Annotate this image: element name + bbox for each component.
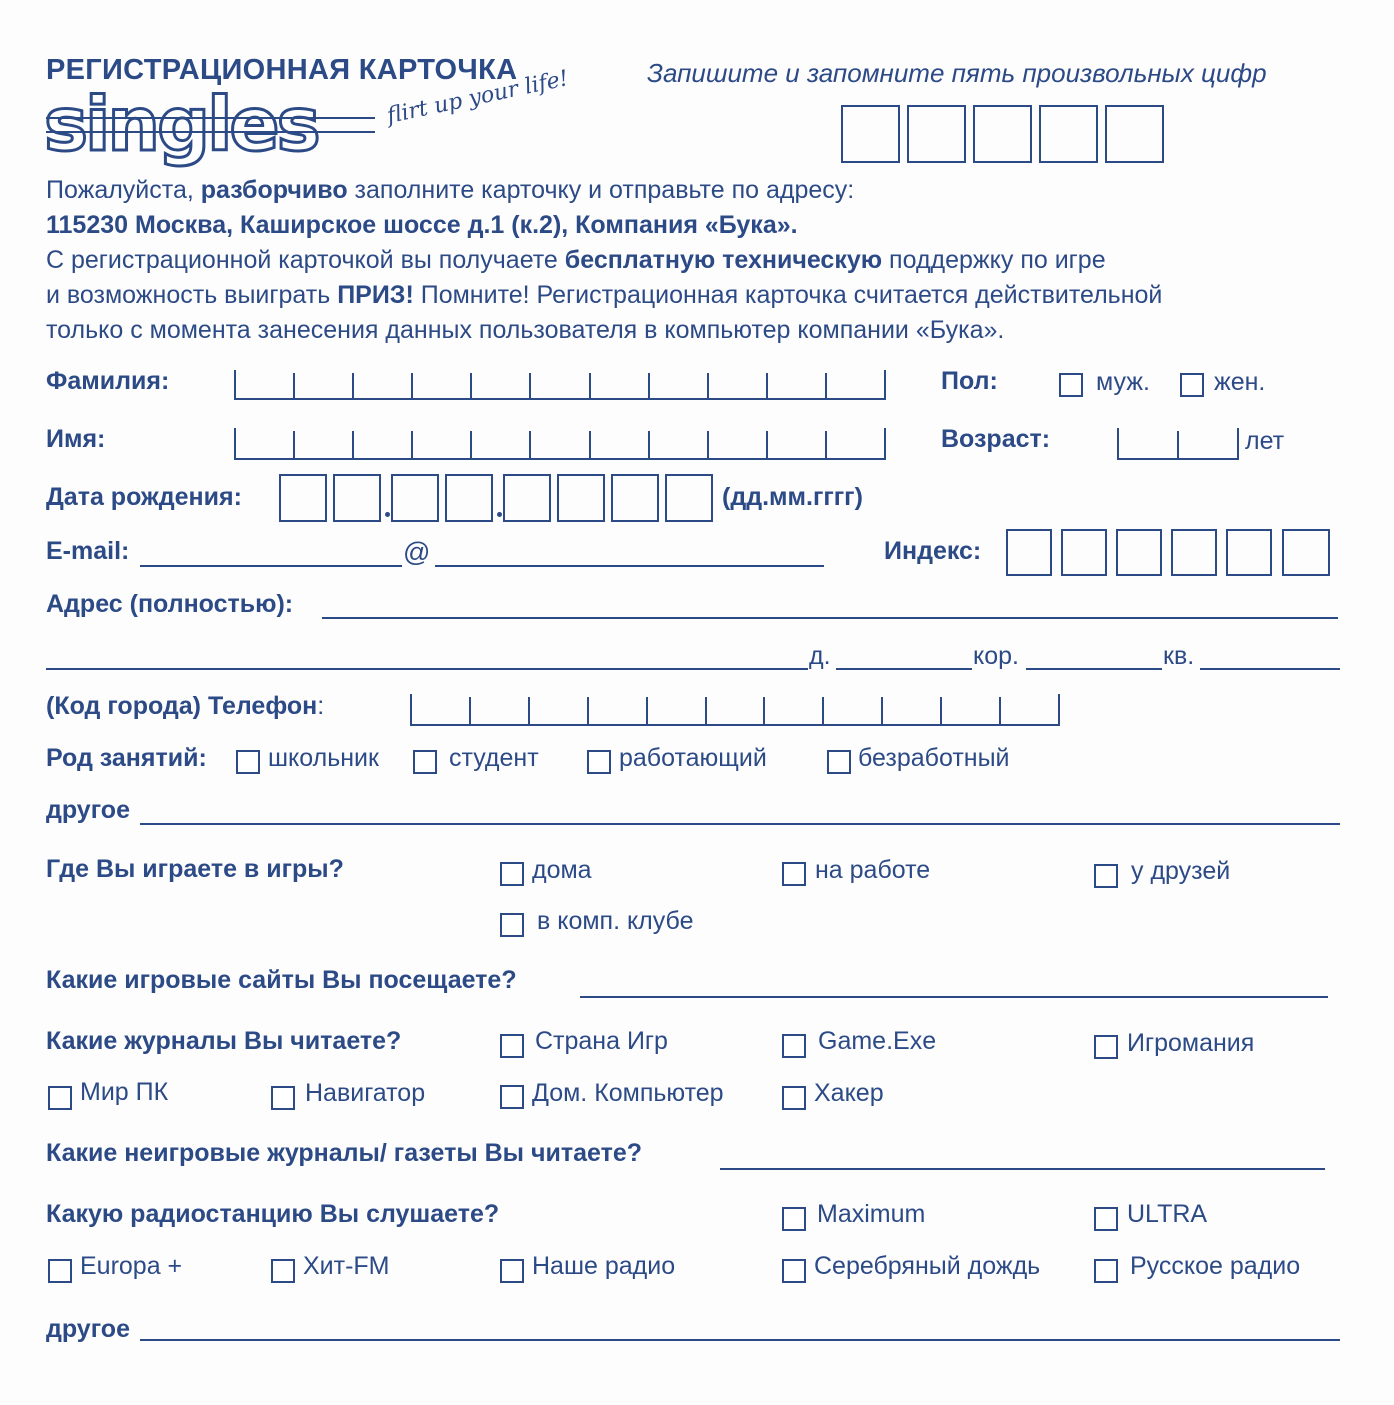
comb-divider [529,373,531,400]
comb-divider [352,373,354,400]
digit-box-2[interactable] [907,105,966,163]
surname-field[interactable] [234,370,886,400]
digit-box-5[interactable] [1105,105,1164,163]
address-label: Адрес (полностью): [46,590,294,618]
mag-strana-igr-label: Страна Игр [535,1027,668,1055]
comb-baseline [234,398,886,400]
where-home-checkbox[interactable] [500,862,524,886]
radio-maximum-label: Maximum [817,1200,926,1228]
index-label: Индекс: [884,537,982,565]
years-label: лет [1245,427,1285,455]
comb-divider [822,697,824,726]
digit-box-3[interactable] [973,105,1032,163]
comb-divider [881,697,883,726]
comb-divider [705,697,707,726]
occ-student-label: студент [449,744,539,772]
radio-europa-checkbox[interactable] [48,1259,72,1283]
nongame-question: Какие неигровые журналы/ газеты Вы читаете? [46,1139,642,1167]
radio-russkoe-label: Русское радио [1130,1252,1301,1280]
comb-baseline [234,458,886,460]
dob-month-1[interactable] [391,474,439,522]
occ-unemployed-checkbox[interactable] [827,750,851,774]
card-title: РЕГИСТРАЦИОННАЯ КАРТОЧКА [46,54,518,86]
comb-divider [411,373,413,400]
phone-field[interactable] [410,694,1060,726]
occ-student-checkbox[interactable] [413,750,437,774]
surname-label: Фамилия: [46,367,170,395]
comb-divider [825,431,827,460]
comb-divider [1237,428,1239,460]
radio-russkoe-checkbox[interactable] [1094,1259,1118,1283]
male-checkbox[interactable] [1059,373,1083,397]
comb-divider [766,431,768,460]
dob-separator-1 [385,512,390,517]
comb-divider [293,431,295,460]
mag-navigator-checkbox[interactable] [271,1086,295,1110]
comb-divider [707,373,709,400]
comb-baseline [410,724,1060,726]
index-box-3[interactable] [1116,529,1162,576]
index-box-4[interactable] [1171,529,1217,576]
intro-line-1: Пожалуйста, разборчиво заполните карточку и отправьте по адресу: [46,176,855,204]
radio-other-field[interactable] [140,1339,1340,1341]
comb-divider [825,373,827,400]
radio-ultra-label: ULTRA [1127,1200,1208,1228]
mag-game-exe-checkbox[interactable] [782,1034,806,1058]
dob-year-3[interactable] [611,474,659,522]
comb-divider [999,697,1001,726]
apartment-field[interactable] [1200,668,1340,670]
intro-line-4: и возможность выиграть ПРИЗ! Помните! Регистрационная карточка считается действительной [46,281,1163,309]
index-box-2[interactable] [1061,529,1107,576]
mag-navigator-label: Навигатор [305,1079,426,1107]
email-user-field[interactable] [140,565,402,567]
radio-ultra-checkbox[interactable] [1094,1207,1118,1231]
digits-note: Запишите и запомните пять произвольных цифр [647,58,1267,88]
magazines-question: Какие журналы Вы читаете? [46,1027,402,1055]
radio-other-label: другое [46,1315,130,1343]
nongame-field[interactable] [720,1168,1325,1170]
dob-month-2[interactable] [445,474,493,522]
house-label: д. [809,642,831,670]
mag-game-exe-label: Game.Exe [818,1027,937,1055]
email-at-sign: @ [403,537,431,567]
dob-label: Дата рождения: [46,483,242,511]
building-label: кор. [973,642,1019,670]
comb-divider [293,373,295,400]
where-club-checkbox[interactable] [500,913,524,937]
comb-divider [1058,694,1060,726]
intro-line-5: только с момента занесения данных пользователя в компьютер компании «Бука». [46,316,1005,344]
occ-other-label: другое [46,796,130,824]
comb-divider [1177,431,1179,460]
female-checkbox[interactable] [1180,373,1204,397]
occ-schoolboy-label: школьник [268,744,379,772]
mag-igromania-label: Игромания [1127,1029,1255,1057]
mag-strana-igr-checkbox[interactable] [500,1034,524,1058]
radio-nashe-label: Наше радио [532,1252,676,1280]
radio-serebryany-label: Серебряный дождь [814,1252,1041,1280]
radio-nashe-checkbox[interactable] [500,1259,524,1283]
index-box-6[interactable] [1282,529,1330,576]
apartment-label: кв. [1163,642,1195,670]
intro-line-2: 115230 Москва, Каширское шоссе д.1 (к.2), Компания «Бука». [46,211,798,239]
logo-tagline: flirt up your life! [384,66,571,129]
building-field[interactable] [1026,668,1162,670]
age-label: Возраст: [941,425,1051,453]
dob-day-1[interactable] [279,474,327,522]
comb-divider [646,697,648,726]
radio-europa-label: Europa + [80,1252,183,1280]
address-field-1[interactable] [322,617,1338,619]
comb-divider [940,697,942,726]
sex-label: Пол: [941,367,998,395]
index-box-1[interactable] [1006,529,1052,576]
comb-divider [411,431,413,460]
digit-box-1[interactable] [841,105,900,163]
occ-working-checkbox[interactable] [587,750,611,774]
occ-schoolboy-checkbox[interactable] [236,750,260,774]
where-home-label: дома [532,856,592,884]
occ-other-field[interactable] [140,823,1340,825]
house-field[interactable] [836,668,972,670]
comb-divider [884,370,886,400]
radio-question: Какую радиостанцию Вы слушаете? [46,1200,500,1228]
radio-serebryany-checkbox[interactable] [782,1259,806,1283]
age-field[interactable] [1117,428,1239,460]
female-label: жен. [1214,368,1266,396]
comb-divider [410,694,412,726]
occ-working-label: работающий [619,744,767,772]
email-domain-field[interactable] [435,565,824,567]
index-box-5[interactable] [1226,529,1272,576]
logo-wordmark: singles [44,88,318,168]
dob-format: (дд.мм.гггг) [722,483,863,511]
comb-divider [648,373,650,400]
where-play-question: Где Вы играете в игры? [46,855,344,883]
phone-label: (Код города) Телефон: [46,692,325,720]
name-label: Имя: [46,425,106,453]
digit-box-4[interactable] [1039,105,1098,163]
dob-day-2[interactable] [333,474,381,522]
comb-divider [529,431,531,460]
comb-divider [352,431,354,460]
where-work-checkbox[interactable] [782,862,806,886]
occ-unemployed-label: безработный [858,744,1010,772]
where-club-label: в комп. клубе [537,907,694,935]
where-work-label: на работе [815,856,931,884]
mag-igromania-checkbox[interactable] [1094,1035,1118,1059]
comb-divider [648,431,650,460]
dob-year-2[interactable] [557,474,605,522]
mag-dom-komputer-checkbox[interactable] [500,1085,524,1109]
email-label: E-mail: [46,537,130,565]
radio-maximum-checkbox[interactable] [782,1207,806,1231]
comb-divider [707,431,709,460]
comb-divider [470,373,472,400]
dob-separator-2 [497,512,502,517]
male-label: муж. [1096,368,1150,396]
mag-mir-pk-checkbox[interactable] [48,1086,72,1110]
dob-year-4[interactable] [665,474,713,522]
mag-haker-label: Хакер [814,1079,884,1107]
dob-year-1[interactable] [503,474,551,522]
radio-hit-fm-label: Хит-FM [303,1252,390,1280]
where-friends-checkbox[interactable] [1094,864,1118,888]
where-friends-label: у друзей [1131,857,1231,885]
comb-divider [587,697,589,726]
comb-divider [589,431,591,460]
singles-logo [40,88,385,168]
comb-divider [234,370,236,400]
comb-divider [528,697,530,726]
comb-divider [234,428,236,460]
radio-hit-fm-checkbox[interactable] [271,1259,295,1283]
comb-divider [884,428,886,460]
sites-question: Какие игровые сайты Вы посещаете? [46,966,517,994]
comb-divider [469,697,471,726]
intro-line-3: С регистрационной карточкой вы получаете бесплатную техническую поддержку по игре [46,246,1106,274]
mag-dom-komputer-label: Дом. Компьютер [532,1079,724,1107]
mag-mir-pk-label: Мир ПК [80,1078,169,1106]
mag-haker-checkbox[interactable] [782,1086,806,1110]
comb-divider [763,697,765,726]
occupation-label: Род занятий: [46,744,207,772]
name-field[interactable] [234,428,886,460]
comb-divider [1117,428,1119,460]
comb-divider [589,373,591,400]
address-field-2[interactable] [46,668,808,670]
comb-divider [470,431,472,460]
comb-divider [766,373,768,400]
sites-field[interactable] [580,996,1328,998]
